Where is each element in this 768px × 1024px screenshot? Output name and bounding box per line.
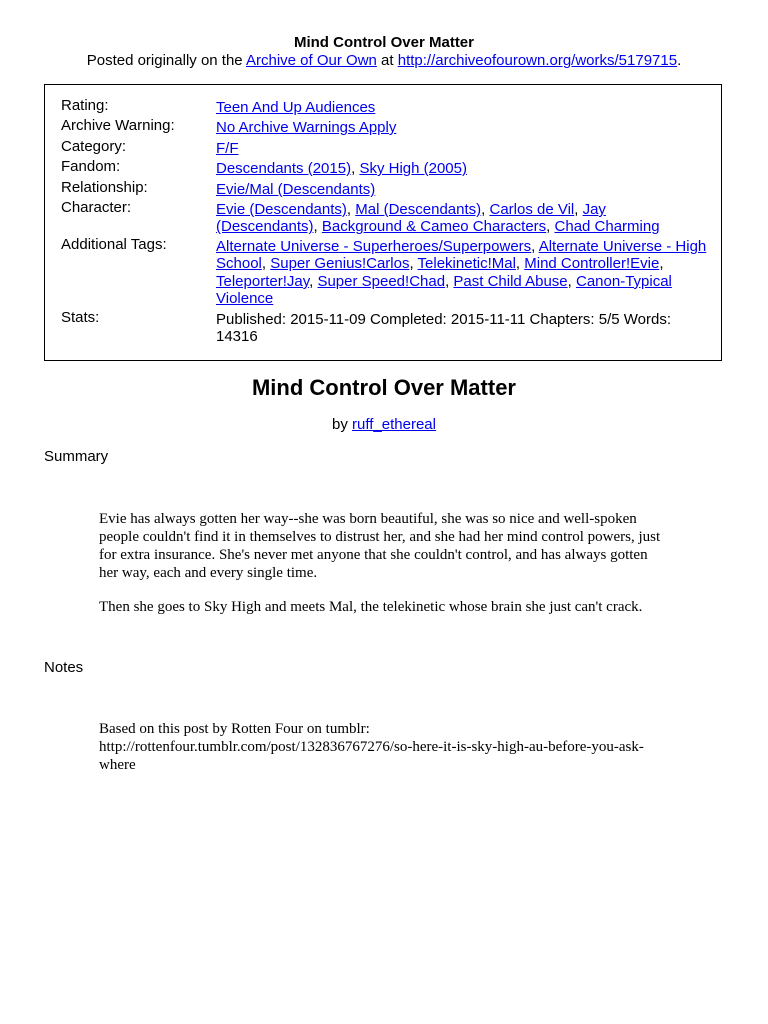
- category-label: Category:: [61, 138, 127, 155]
- tag-link[interactable]: Super Genius!Carlos: [270, 255, 410, 273]
- fandom-link[interactable]: Descendants (2015): [216, 160, 352, 177]
- character-link[interactable]: Chad Charming: [554, 218, 660, 236]
- tags-label: Additional Tags:: [61, 236, 167, 253]
- tag-link[interactable]: Alternate Universe - Superheroes/Superpowers: [216, 238, 532, 255]
- tag-link[interactable]: Telekinetic!Mal: [417, 255, 516, 273]
- metadata-box: Rating: Teen And Up Audiences Archive Warning: No Archive Warnings Apply Category: F/F Fandom: Descendants (2015), Sky High (2005) Relationship: Evie/Mal (Descendants) Character: Evie (Descendants), Mal (Descendants), Carlos de Vil, Jay (Descendants), Background & Cameo Characters, Chad Charming Additional Tags: Alternate Universe - Superheroes/Superpowers, Alternate Universe - High School, Super Genius!Carlos, Telekinetic!Mal, Mind Controller!Evie, Teleporter!Jay, Super Speed!Chad, Past Child Abuse, Canon-Typical Violence Stats: Published: 2015-11-09 Completed: 2015-11-11 Chapters: 5/5 Words: 14316: [44, 84, 722, 361]
- warning-label: Archive Warning:: [61, 117, 175, 134]
- tag-link[interactable]: Past Child Abuse: [453, 272, 568, 290]
- byline: [0, 416, 768, 434]
- tag-link[interactable]: Mind Controller!Evie: [524, 255, 660, 273]
- notes-text: Based on this post by Rotten Four on tumblr: http://rottenfour.tumblr.com/post/132836767276/so-here-it-is-sky-high-au-before-you-ask-where: [99, 721, 644, 773]
- tag-link[interactable]: Super Speed!Chad: [317, 272, 446, 290]
- stats-value: Published: 2015-11-09 Completed: 2015-11-11 Chapters: 5/5 Words: 14316: [216, 311, 671, 346]
- period: .: [677, 52, 682, 69]
- rating-link[interactable]: Teen And Up Audiences: [216, 99, 376, 116]
- character-link[interactable]: Carlos de Vil: [489, 201, 575, 218]
- at-word: at: [376, 52, 398, 69]
- rating-label: Rating:: [61, 97, 109, 114]
- relationship-label: Relationship:: [61, 179, 148, 196]
- relationship-link[interactable]: Evie/Mal (Descendants): [216, 181, 376, 198]
- work-url-link[interactable]: http://archiveofourown.org/works/5179715: [397, 52, 678, 69]
- character-link[interactable]: Mal (Descendants): [355, 201, 482, 218]
- character-link[interactable]: Background & Cameo Characters: [321, 218, 547, 236]
- summary-paragraph: Then she goes to Sky High and meets Mal, the telekinetic whose brain she just can't crack.: [99, 599, 643, 615]
- posted-prefix: Posted originally on the: [86, 52, 246, 69]
- stats-label: Stats:: [61, 309, 100, 326]
- tag-link[interactable]: Alternate Universe - High School: [216, 238, 707, 273]
- fandom-link[interactable]: Sky High (2005): [359, 160, 467, 177]
- fandom-label: Fandom:: [61, 158, 121, 175]
- author-link[interactable]: ruff_ethereal: [352, 416, 436, 433]
- warning-link[interactable]: No Archive Warnings Apply: [216, 119, 397, 136]
- character-link[interactable]: Evie (Descendants): [216, 201, 347, 218]
- posted-originally-line: [0, 52, 768, 70]
- archive-link[interactable]: Archive of Our Own: [246, 52, 377, 69]
- category-link[interactable]: F/F: [216, 140, 239, 157]
- tag-link[interactable]: Canon-Typical Violence: [216, 272, 672, 308]
- by-word: by: [332, 416, 353, 433]
- tag-link[interactable]: Teleporter!Jay: [216, 272, 310, 290]
- document-title: Mind Control Over Matter: [293, 34, 474, 51]
- summary-heading: Summary: [44, 448, 109, 465]
- notes-heading: Notes: [44, 659, 84, 676]
- summary-text: [99, 510, 669, 616]
- work-title: Mind Control Over Matter: [251, 375, 516, 400]
- character-label: Character:: [61, 199, 132, 216]
- summary-paragraph: Evie has always gotten her way--she was born beautiful, she was so nice and well-spoken people couldn't find it in themselves to distrust her, and she had her mind control powers, just for extra insurance. She's never met anyone that she couldn't control, and has always gotten her way, each and every single time.: [99, 511, 661, 581]
- character-link[interactable]: Jay (Descendants): [216, 201, 606, 236]
